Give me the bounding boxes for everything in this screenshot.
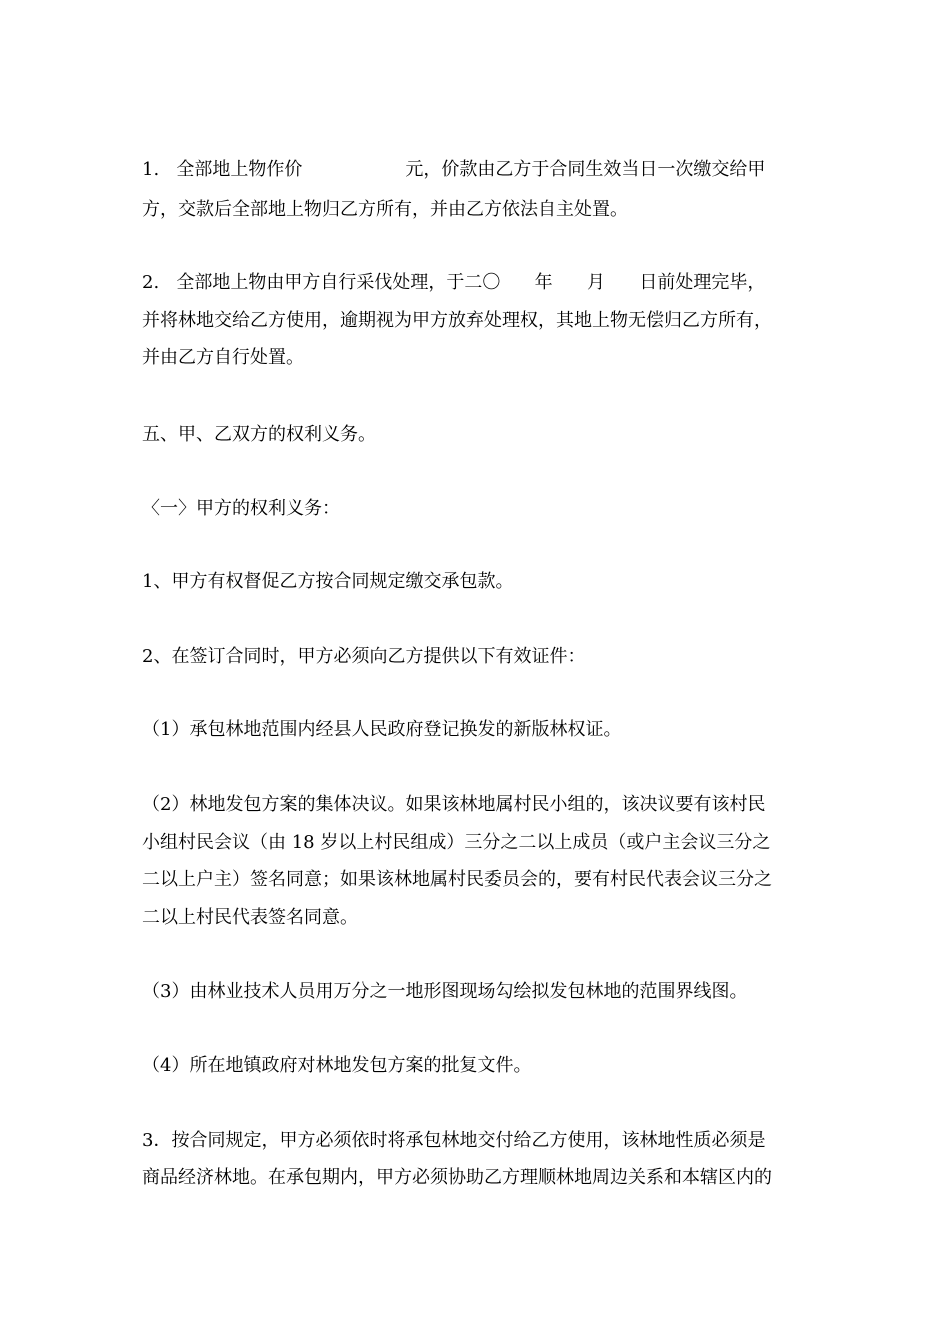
document-item-1: （1）承包林地范围内经县人民政府登记换发的新版林权证。 xyxy=(142,719,622,740)
party-a-item-3-line-1: 3．按合同规定，甲方必须依时将承包林地交付给乙方使用，该林地性质必须是 xyxy=(142,1130,766,1151)
document-item-2-line-1: （2）林地发包方案的集体决议。如果该林地属村民小组的，该决议要有该村民 xyxy=(142,794,766,815)
clause-4-2-line-1: 2. 全部地上物由甲方自行采伐处理，于二〇 年 月 日前处理完毕， xyxy=(142,272,766,293)
clause-4-1-line-1: 1. 全部地上物作价 元，价款由乙方于合同生效当日一次缴交给甲 xyxy=(142,159,766,180)
clause-4-2-line-3: 并由乙方自行处置。 xyxy=(142,347,304,368)
document-item-2-line-3: 二以上户主）签名同意；如果该林地属村民委员会的，要有村民代表会议三分之 xyxy=(142,869,772,890)
document-item-2-line-2: 小组村民会议（由 18 岁以上村民组成）三分之二以上成员（或户主会议三分之 xyxy=(142,832,771,853)
clause-4-2-line-2: 并将林地交给乙方使用，逾期视为甲方放弃处理权，其地上物无偿归乙方所有， xyxy=(142,310,772,331)
section-5-heading: 五、甲、乙双方的权利义务。 xyxy=(142,424,376,445)
clause-4-1-line-2: 方，交款后全部地上物归乙方所有，并由乙方依法自主处置。 xyxy=(142,199,628,220)
party-a-item-1: 1、甲方有权督促乙方按合同规定缴交承包款。 xyxy=(142,571,514,592)
party-a-item-3-line-2: 商品经济林地。在承包期内，甲方必须协助乙方理顺林地周边关系和本辖区内的 xyxy=(142,1167,772,1188)
document-item-2-line-4: 二以上村民代表签名同意。 xyxy=(142,907,358,928)
party-a-item-2: 2、在签订合同时，甲方必须向乙方提供以下有效证件： xyxy=(142,646,586,667)
document-item-3: （3）由林业技术人员用万分之一地形图现场勾绘拟发包林地的范围界线图。 xyxy=(142,981,748,1002)
document-item-4: （4）所在地镇政府对林地发包方案的批复文件。 xyxy=(142,1055,532,1076)
subsection-party-a-heading: 〈一〉甲方的权利义务： xyxy=(142,498,340,519)
